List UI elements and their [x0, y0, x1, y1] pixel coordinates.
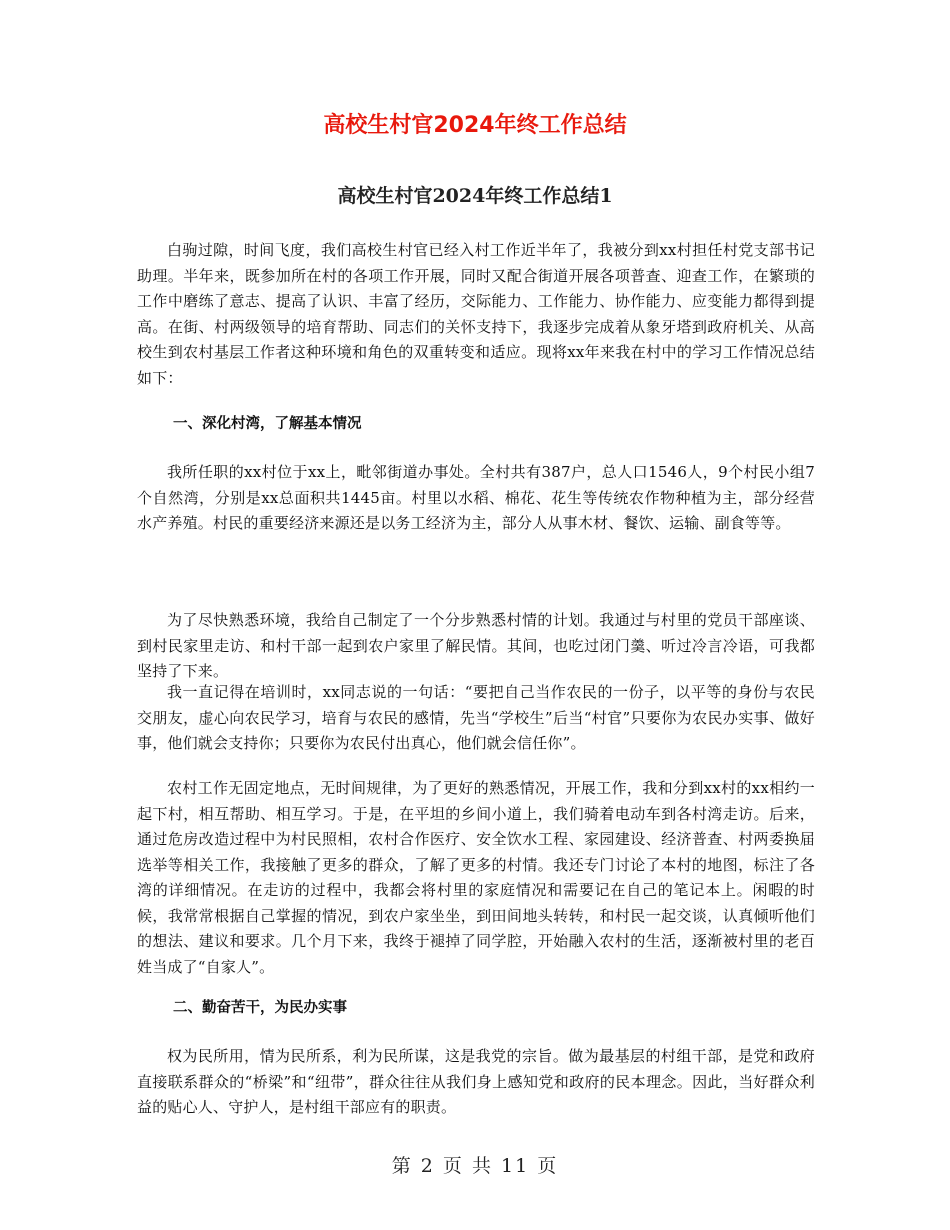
page-footer: 第 2 页 共 11 页	[391, 1155, 559, 1177]
paragraph-training-quote: 我一直记得在培训时，xx同志说的一句话：“要把自己当作农民的一份子，以平等的身份与农民交朋友，虚心向农民学习，培育与农民的感情，先当“学校生”后当“村官”只要你为农民办实事、做好事，他们就会支持你；只要你为农民付出真心，他们就会信任你”。	[137, 683, 815, 752]
section-heading-2: 二、勤奋苦干，为民办实事	[173, 1000, 347, 1016]
paragraph-village-work: 农村工作无固定地点，无时间规律，为了更好的熟悉情况，开展工作，我和分到xx村的xx相约一起下村，相互帮助、相互学习。于是，在平坦的乡间小道上，我们骑着电动车到各村湾走访。后来，通过危房改造过程中为村民照相，农村合作医疗、安全饮水工程、家园建设、经济普查、村两委换届选举等相关工作，我接触了更多的群众，了解了更多的村情。我还专门讨论了本村的地图，标注了各湾的详细情况。在走访的过程中，我都会将村里的家庭情况和需要记在自己的笔记本上。闲暇的时候，我常常根据自己掌握的情况，到农户家坐坐，到田间地头转转，和村民一起交谈，认真倾听他们的想法、建议和要求。几个月下来，我终于褪掉了同学腔，开始融入农村的生活，逐渐被村里的老百姓当成了“自家人”。	[137, 779, 815, 976]
section-subtitle: 高校生村官2024年终工作总结1	[337, 185, 613, 207]
paragraph-familiarize: 为了尽快熟悉环境，我给自己制定了一个分步熟悉村情的计划。我通过与村里的党员干部座谈、到村民家里走访、和村干部一起到农户家里了解民情。其间，也吃过闭门羹、听过冷言冷语，可我都坚持了下来。	[137, 611, 815, 680]
document-body	[137, 238, 815, 1116]
paragraph-serve-people: 权为民所用，情为民所系，利为民所谋，这是我党的宗旨。做为最基层的村组干部，是党和政府直接联系群众的“桥梁”和“纽带”，群众往往从我们身上感知党和政府的民本理念。因此，当好群众利益的贴心人、守护人，是村组干部应有的职责。	[137, 1047, 815, 1116]
section-heading-1: 一、深化村湾，了解基本情况	[173, 416, 362, 432]
document-title: 高校生村官2024年终工作总结	[323, 113, 627, 138]
paragraph-village-info: 我所任职的xx村位于xx上，毗邻街道办事处。全村共有387户，总人口1546人，9个村民小组7个自然湾，分别是xx总面积共1445亩。村里以水稻、棉花、花生等传统农作物种植为主，部分经营水产养殖。村民的重要经济来源还是以务工经济为主，部分人从事木材、餐饮、运输、副食等等。	[137, 463, 815, 532]
paragraph-intro: 白驹过隙，时间飞度，我们高校生村官已经入村工作近半年了，我被分到xx村担任村党支部书记助理。半年来，既参加所在村的各项工作开展，同时又配合街道开展各项普查、迎查工作，在繁琐的工作中磨练了意志、提高了认识、丰富了经历，交际能力、工作能力、协作能力、应变能力都得到提高。在街、村两级领导的培育帮助、同志们的关怀支持下，我逐步完成着从象牙塔到政府机关、从高校生到农村基层工作者这种环境和角色的双重转变和适应。现将xx年来我在村中的学习工作情况总结如下：	[137, 241, 815, 387]
